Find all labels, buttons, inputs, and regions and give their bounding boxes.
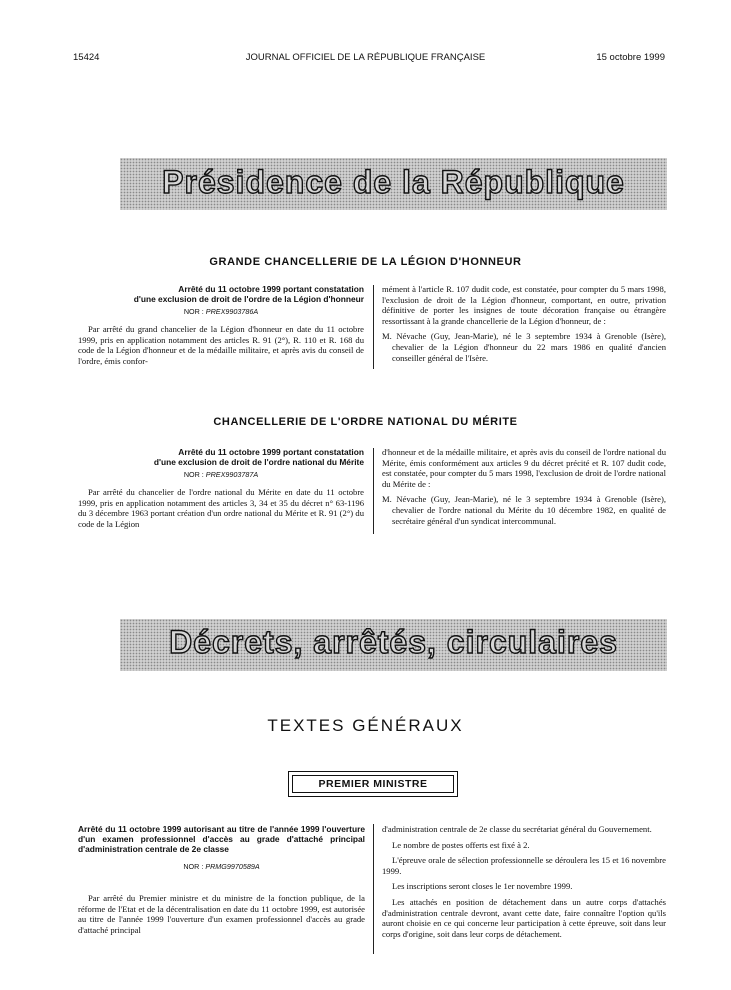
decrets-banner bbox=[120, 619, 667, 671]
article-right-column-3 bbox=[382, 824, 666, 944]
article-paragraph: Par arrêté du chancelier de l'ordre national du Mérite en date du 11 octobre 1999, pris en application notamment des articles 3, 34 et 35 du décret n° 63-1196 du 3 décembre 1963 portant création d'un ordre national du Mérite et R. 91 (2°) du code de la Légion bbox=[78, 487, 364, 529]
article-right-column-2 bbox=[382, 447, 666, 531]
article-right-column-1 bbox=[382, 284, 666, 368]
issue-date: 15 octobre 1999 bbox=[596, 52, 665, 63]
nor-reference: NOR : PREX9903786A bbox=[183, 307, 259, 316]
presidence-banner bbox=[120, 158, 667, 210]
article-paragraph: Les attachés en position de détachement dans un autre corps d'attachés d'administration centrale devront, avant cette date, faire connaître l'option qu'ils auront choisie en ce qui concerne leur participation à cette épreuve, soit dans leur corps d'origine, soit dans leur corps de détachement. bbox=[382, 896, 666, 939]
article-person-item: M. Névache (Guy, Jean-Marie), né le 3 septembre 1934 à Grenoble (Isère), chevalier de la Légion d'honneur du 22 mars 1986 en qualité d'ancien conseiller général de l'Isère. bbox=[382, 331, 666, 363]
article-title: Arrêté du 11 octobre 1999 portant constatation d'une exclusion de droit de l'ordre national du Mérite bbox=[153, 447, 364, 467]
journal-title: JOURNAL OFFICIEL DE LA RÉPUBLIQUE FRANÇAISE bbox=[245, 52, 486, 63]
section-title-ordre-merite: CHANCELLERIE DE L'ORDRE NATIONAL DU MÉRITE bbox=[213, 416, 518, 428]
article-title: Arrêté du 11 octobre 1999 autorisant au titre de l'année 1999 l'ouverture d'un examen professionnel d'accès au grade d'attaché principal d'administration centrale de 2e classe bbox=[78, 824, 365, 854]
article-paragraph: d'honneur et de la médaille militaire, et après avis du conseil de l'ordre national du Mérite, émis conformément aux articles 9 du décret précité et R. 107 dudit code, est constatée, pour compter du 5 mars 1998, l'exclusion de droit de l'ordre national du Mérite de : bbox=[382, 447, 666, 489]
presidence-banner-text: Présidence de la République bbox=[162, 164, 625, 200]
page-number: 15424 bbox=[73, 52, 100, 63]
article-paragraph: mément à l'article R. 107 dudit code, est constatée, pour compter du 5 mars 1998, l'exclusion de droit de la Légion d'honneur, comportant, en outre, privation définitive de porter les insignes de toute décoration française ou étrangère ressortissant à la grande chancellerie de la Légion d'honneur, de : bbox=[382, 284, 666, 326]
textes-generaux-heading: TEXTES GÉNÉRAUX bbox=[267, 716, 464, 735]
section-title-legion-honneur: GRANDE CHANCELLERIE DE LA LÉGION D'HONNEUR bbox=[209, 256, 522, 268]
article-paragraph: Par arrêté du grand chancelier de la Légion d'honneur en date du 11 octobre 1999, pris en application notamment des articles R. 91 (2°), R. 110 et R. 168 du code de la Légion d'honneur et de la médaille militaire, et après avis du conseil de l'ordre, émis confor- bbox=[78, 324, 364, 366]
article-left-column-1 bbox=[78, 284, 364, 371]
decrets-banner-text: Décrets, arrêtés, circulaires bbox=[169, 624, 618, 660]
nor-reference: NOR : PRMG9970589A bbox=[183, 862, 260, 871]
column-divider bbox=[373, 448, 374, 534]
column-divider bbox=[373, 285, 374, 369]
article-paragraph: Les inscriptions seront closes le 1er novembre 1999. bbox=[392, 881, 573, 892]
article-paragraph: Le nombre de postes offerts est fixé à 2. bbox=[392, 839, 530, 850]
column-divider bbox=[373, 824, 374, 954]
article-left-column-2 bbox=[78, 447, 364, 534]
article-paragraph: d'administration centrale de 2e classe du secrétariat général du Gouvernement. bbox=[382, 824, 652, 834]
article-left-column-3 bbox=[78, 824, 365, 940]
article-paragraph: L'épreuve orale de sélection professionnelle se déroulera les 15 et 16 novembre 1999. bbox=[382, 855, 666, 876]
ministry-label: PREMIER MINISTRE bbox=[292, 775, 454, 793]
article-title: Arrêté du 11 octobre 1999 portant constatation d'une exclusion de droit de l'ordre de la Légion d'honneur bbox=[133, 284, 364, 304]
nor-reference: NOR : PREX9903787A bbox=[183, 470, 259, 479]
article-paragraph: Par arrêté du Premier ministre et du ministre de la fonction publique, de la réforme de l'Etat et de la décentralisation en date du 11 octobre 1999, est autorisée au titre de l'année 1999 l'ouverture d'un examen professionnel d'accès au grade d'attaché principal bbox=[78, 893, 365, 935]
article-person-item: M. Névache (Guy, Jean-Marie), né le 3 septembre 1934 à Grenoble (Isère), chevalier de l'ordre national du Mérite du 10 décembre 1982, en qualité de secrétaire général d'un syndicat intercommunal. bbox=[382, 494, 666, 526]
ministry-box bbox=[288, 771, 458, 797]
